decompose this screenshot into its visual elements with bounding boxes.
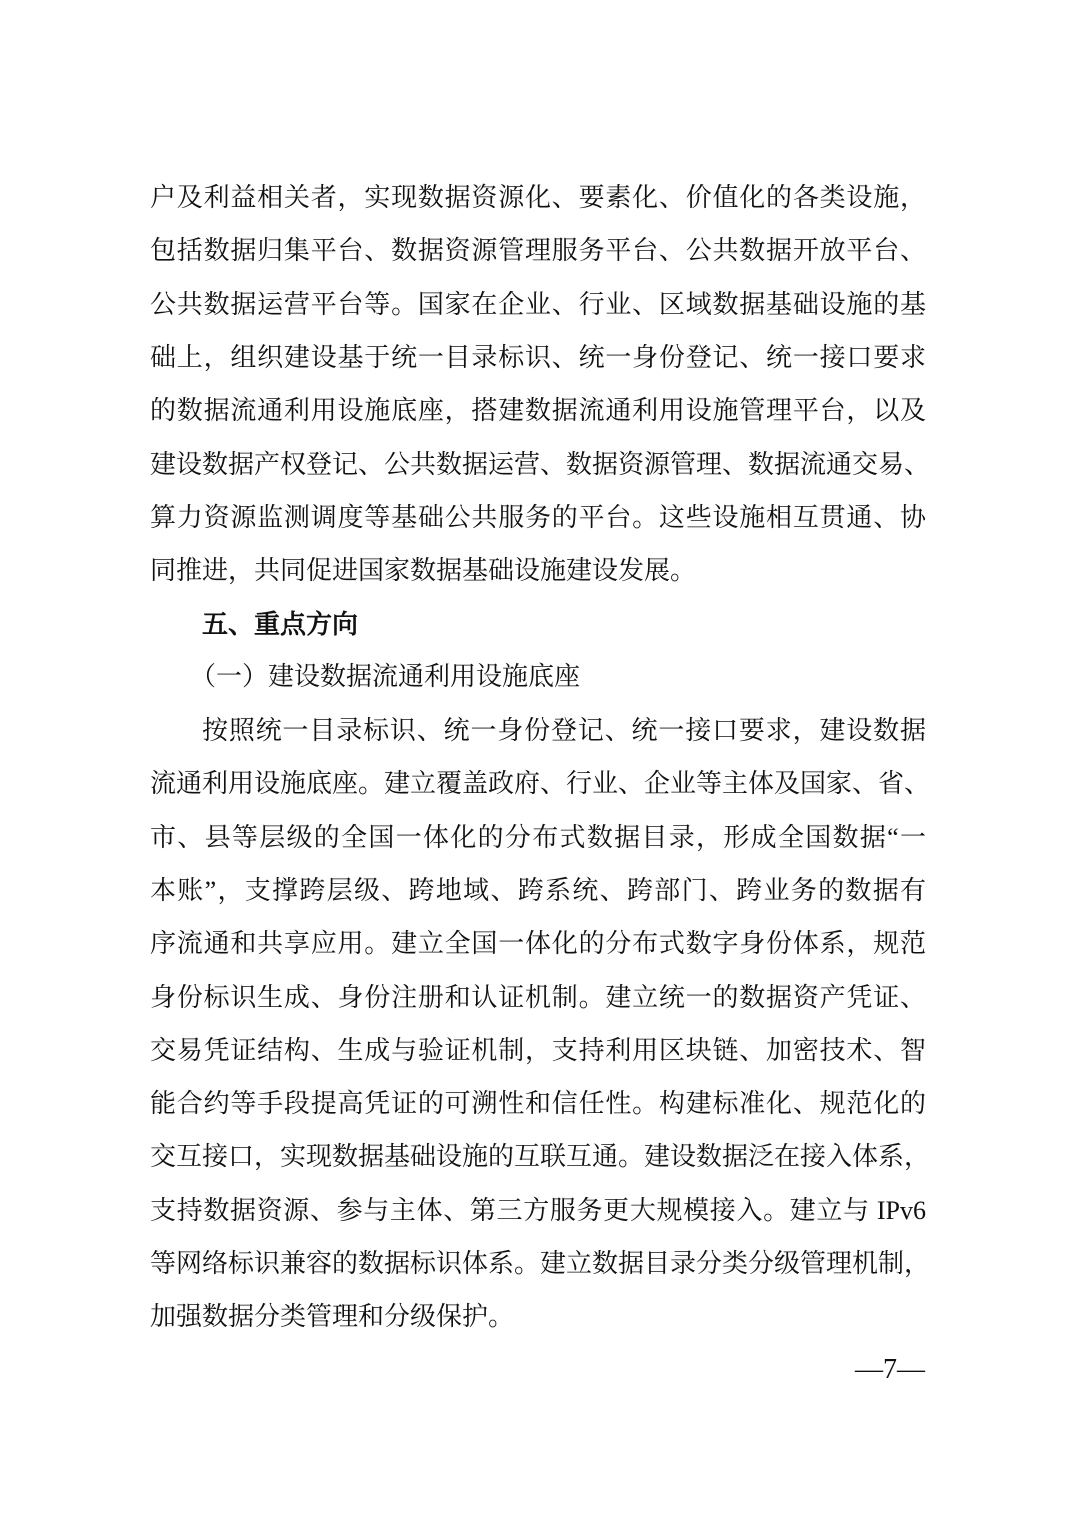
subsection-heading: （一）建设数据流通利用设施底座	[190, 662, 581, 691]
text-line: 建设数据产权登记、公共数据运营、数据资源管理、数据流通交易、	[150, 449, 931, 479]
text-line: 序流通和共享应用。建立全国一体化的分布式数字身份体系，规范	[150, 929, 926, 959]
text-line: 本账”，支撑跨层级、跨地域、跨系统、跨部门、跨业务的数据有	[150, 875, 926, 905]
text-line: 能合约等手段提高凭证的可溯性和信任性。构建标准化、规范化的	[150, 1089, 926, 1119]
section-heading: 五、重点方向	[202, 610, 359, 640]
text-line: 户及利益相关者，实现数据资源化、要素化、价值化的各类设施，	[150, 183, 926, 212]
text-line: 交互接口，实现数据基础设施的互联互通。建设数据泛在接入体系，	[150, 1142, 931, 1172]
text-line: 公共数据运营平台等。国家在企业、行业、区域数据基础设施的基	[150, 289, 926, 319]
text-line: 包括数据归集平台、数据资源管理服务平台、公共数据开放平台、	[150, 236, 926, 266]
text-line: 支持数据资源、参与主体、第三方服务更大规模接入。建立与 IPv6	[150, 1195, 926, 1225]
text-line: 按照统一目录标识、统一身份登记、统一接口要求，建设数据	[202, 716, 926, 745]
text-line: 的数据流通利用设施底座，搭建数据流通利用设施管理平台，以及	[150, 396, 926, 426]
text-line: 等网络标识兼容的数据标识体系。建立数据目录分类分级管理机制，	[150, 1249, 931, 1278]
text-line: 础上，组织建设基于统一目录标识、统一身份登记、统一接口要求	[150, 342, 926, 372]
text-line: 身份标识生成、身份注册和认证机制。建立统一的数据资产凭证、	[150, 982, 926, 1012]
text-line: 市、县等层级的全国一体化的分布式数据目录，形成全国数据“一	[150, 822, 926, 852]
text-line: 同推进，共同促进国家数据基础设施建设发展。	[150, 556, 697, 586]
text-line: 加强数据分类管理和分级保护。	[150, 1302, 515, 1332]
text-line: 流通利用设施底座。建立覆盖政府、行业、企业等主体及国家、省、	[150, 769, 931, 799]
page-number: —7—	[855, 1354, 925, 1385]
text-line: 算力资源监测调度等基础公共服务的平台。这些设施相互贯通、协	[150, 502, 926, 532]
text-line: 交易凭证结构、生成与验证机制，支持利用区块链、加密技术、智	[150, 1035, 926, 1065]
